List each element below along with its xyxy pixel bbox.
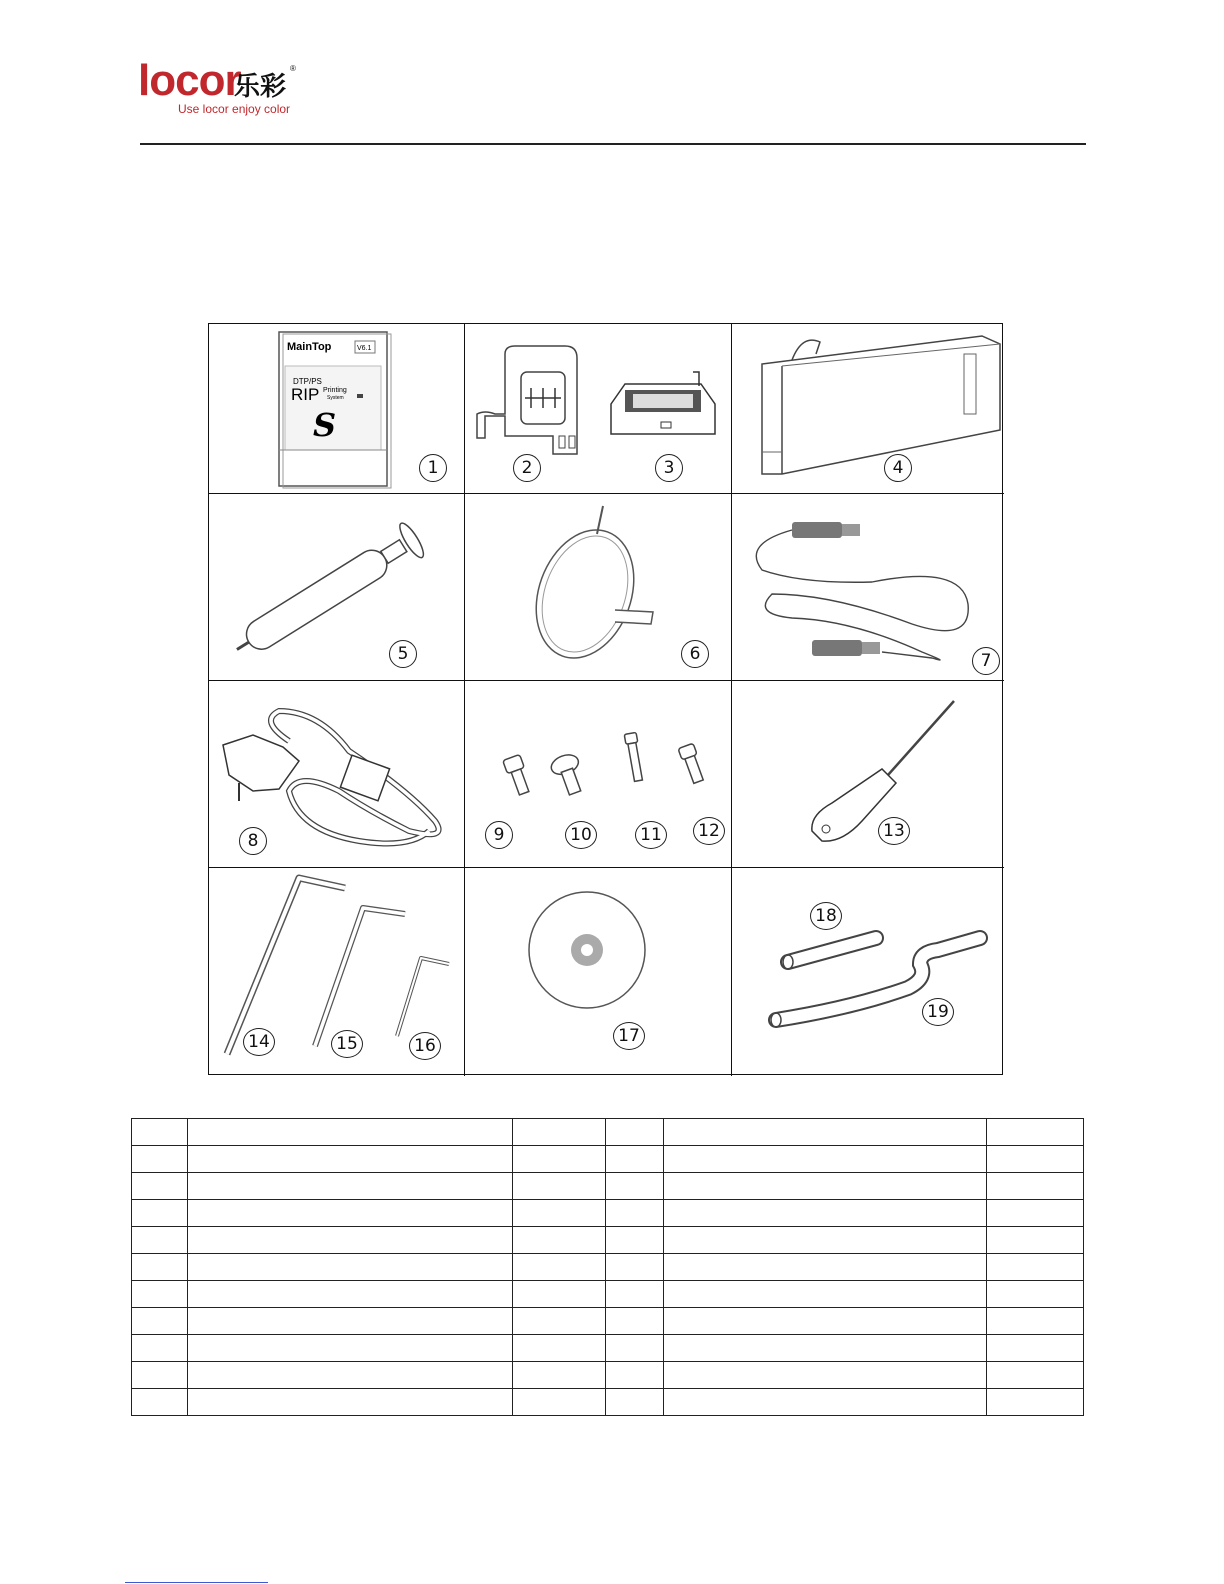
- table-cell: [664, 1281, 987, 1308]
- callout-19: 19: [922, 998, 954, 1026]
- table-cell: [188, 1119, 513, 1146]
- parts-list-table: [131, 1118, 1084, 1416]
- table-cell: [132, 1308, 188, 1335]
- cell-screws: [465, 681, 732, 868]
- cell-data-cable: [732, 494, 1004, 681]
- callout-13: 13: [878, 817, 910, 845]
- table-row: [132, 1119, 1084, 1146]
- sleeve-rip: RIP: [291, 385, 320, 404]
- logo-brand-text: locor: [138, 56, 241, 105]
- callout-1: 1: [419, 454, 447, 482]
- table-cell: [188, 1308, 513, 1335]
- table-cell: [513, 1308, 606, 1335]
- table-row: [132, 1254, 1084, 1281]
- accessory-grid: [208, 323, 1003, 1075]
- table-cell: [664, 1146, 987, 1173]
- table-cell: [606, 1227, 664, 1254]
- table-cell: [188, 1335, 513, 1362]
- logo-wordmark: [138, 56, 241, 106]
- table-row: [132, 1281, 1084, 1308]
- callout-2: 2: [513, 454, 541, 482]
- table-cell: [513, 1173, 606, 1200]
- cell-power-cord: [209, 681, 465, 868]
- table-cell: [664, 1335, 987, 1362]
- table-row: [132, 1200, 1084, 1227]
- table-cell: [664, 1227, 987, 1254]
- table-cell: [513, 1146, 606, 1173]
- table-cell: [987, 1254, 1084, 1281]
- table-cell: [664, 1389, 987, 1416]
- table-cell: [606, 1173, 664, 1200]
- logo-tagline: Use locor enjoy color: [178, 102, 291, 116]
- table-cell: [188, 1389, 513, 1416]
- table-cell: [987, 1119, 1084, 1146]
- callout-3: 3: [655, 454, 683, 482]
- table-cell: [987, 1362, 1084, 1389]
- table-cell: [188, 1173, 513, 1200]
- table-cell: [606, 1119, 664, 1146]
- callout-5: 5: [389, 640, 417, 668]
- callout-12: 12: [693, 817, 725, 845]
- logo-chinese: 乐彩: [234, 71, 287, 101]
- table-cell: [664, 1200, 987, 1227]
- table-cell: [606, 1389, 664, 1416]
- table-cell: [188, 1200, 513, 1227]
- table-cell: [664, 1173, 987, 1200]
- table-row: [132, 1173, 1084, 1200]
- cd-disc-drawing: [465, 868, 732, 1076]
- table-cell: [987, 1146, 1084, 1173]
- callout-16: 16: [409, 1032, 441, 1060]
- table-cell: [132, 1119, 188, 1146]
- table-cell: [188, 1146, 513, 1173]
- cell-syringe: [209, 494, 465, 681]
- table-row: [132, 1335, 1084, 1362]
- table-cell: [606, 1281, 664, 1308]
- table-cell: [132, 1335, 188, 1362]
- table-cell: [987, 1308, 1084, 1335]
- callout-7: 7: [972, 647, 1000, 675]
- callout-6: 6: [681, 640, 709, 668]
- table-cell: [513, 1254, 606, 1281]
- table-cell: [188, 1362, 513, 1389]
- cell-capping-parts: [465, 324, 732, 494]
- table-cell: [132, 1200, 188, 1227]
- ink-syringe-drawing: [209, 494, 465, 681]
- table-cell: [987, 1335, 1084, 1362]
- table-cell: [513, 1362, 606, 1389]
- table-cell: [513, 1119, 606, 1146]
- sleeve-brand: MainTop: [287, 341, 332, 353]
- callout-18: 18: [810, 902, 842, 930]
- table-row: [132, 1146, 1084, 1173]
- table-cell: [132, 1362, 188, 1389]
- callout-14: 14: [243, 1028, 275, 1056]
- table-row: [132, 1389, 1084, 1416]
- table-cell: [664, 1362, 987, 1389]
- table-cell: [188, 1254, 513, 1281]
- callout-10: 10: [565, 821, 597, 849]
- table-cell: [132, 1389, 188, 1416]
- cell-cd-disc: [465, 868, 732, 1076]
- sleeve-logo: S: [313, 406, 337, 444]
- table-cell: [513, 1200, 606, 1227]
- sleeve-system: System: [327, 395, 344, 401]
- table-cell: [513, 1281, 606, 1308]
- table-cell: [606, 1254, 664, 1281]
- callout-17: 17: [613, 1022, 645, 1050]
- table-row: [132, 1362, 1084, 1389]
- cell-rip-software: [209, 324, 465, 494]
- table-cell: [987, 1227, 1084, 1254]
- table-cell: [188, 1227, 513, 1254]
- cell-screwdriver: [732, 681, 1004, 868]
- table-cell: [987, 1281, 1084, 1308]
- ink-cartridge-drawing: [732, 324, 1004, 494]
- table-row: [132, 1227, 1084, 1254]
- ink-tubes-drawing: [732, 868, 1004, 1076]
- table-cell: [513, 1227, 606, 1254]
- table-cell: [606, 1308, 664, 1335]
- callout-9: 9: [485, 821, 513, 849]
- screwdriver-drawing: [732, 681, 1004, 868]
- cell-ink-cartridge: [732, 324, 1004, 494]
- table-cell: [987, 1200, 1084, 1227]
- sleeve-version: V6.1: [357, 345, 372, 352]
- table-cell: [132, 1227, 188, 1254]
- table-cell: [132, 1254, 188, 1281]
- callout-4: 4: [884, 454, 912, 482]
- table-cell: [132, 1146, 188, 1173]
- table-cell: [606, 1146, 664, 1173]
- callout-15: 15: [331, 1030, 363, 1058]
- cell-tubes: [732, 868, 1004, 1076]
- callout-11: 11: [635, 821, 667, 849]
- table-cell: [664, 1119, 987, 1146]
- table-cell: [513, 1389, 606, 1416]
- table-cell: [664, 1308, 987, 1335]
- table-cell: [513, 1335, 606, 1362]
- header-divider: [140, 143, 1086, 145]
- cell-hex-keys: [209, 868, 465, 1076]
- footer-link-underline[interactable]: [125, 1582, 268, 1583]
- table-cell: [606, 1335, 664, 1362]
- table-cell: [132, 1173, 188, 1200]
- sleeve-dtp: DTP/PS: [293, 377, 322, 386]
- table-row: [132, 1308, 1084, 1335]
- wiper-and-capping-station: [465, 324, 732, 494]
- table-cell: [606, 1362, 664, 1389]
- table-cell: [664, 1254, 987, 1281]
- parts-table-body: [132, 1119, 1084, 1416]
- callout-8: 8: [239, 827, 267, 855]
- logo-registered-mark: ®: [290, 64, 296, 73]
- cell-funnel: [465, 494, 732, 681]
- brand-logo: [138, 56, 308, 118]
- data-cable-drawing: [732, 494, 1004, 681]
- table-cell: [987, 1389, 1084, 1416]
- sleeve-printing: Printing: [323, 387, 347, 394]
- table-cell: [606, 1200, 664, 1227]
- table-cell: [132, 1281, 188, 1308]
- table-cell: [188, 1281, 513, 1308]
- table-cell: [987, 1173, 1084, 1200]
